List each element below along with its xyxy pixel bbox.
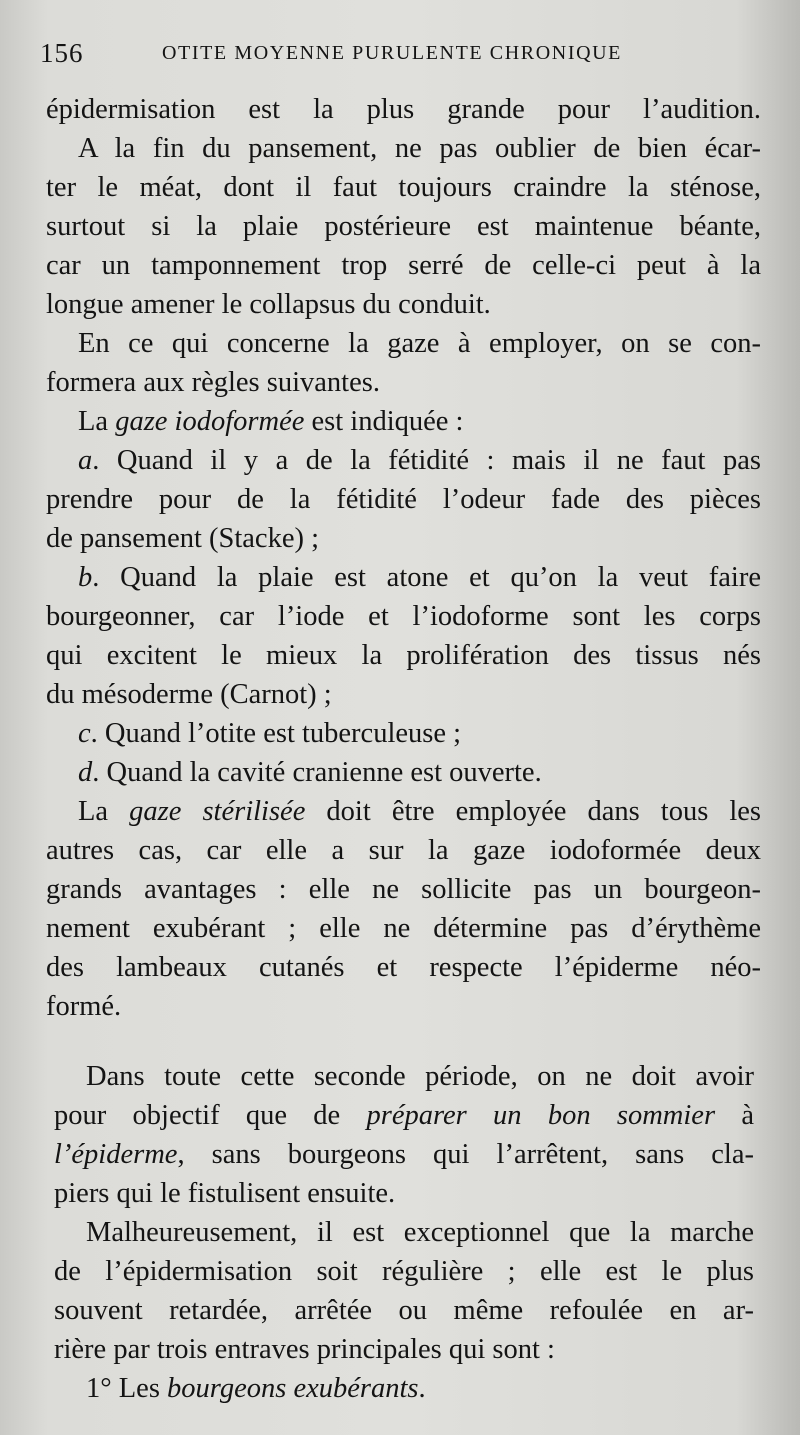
text-line: de pansement (Stacke) ; bbox=[46, 523, 320, 554]
text-line: autres cas, car elle a sur la gaze iodoformée deux bbox=[46, 835, 761, 866]
page-header bbox=[40, 38, 760, 72]
text-run: . Quand l’otite est tuberculeuse ; bbox=[90, 718, 462, 749]
text-run: . bbox=[418, 1373, 426, 1404]
text-run: est indiquée : bbox=[304, 406, 464, 437]
running-title: OTITE MOYENNE PURULENTE CHRONIQUE bbox=[162, 42, 622, 64]
text-line bbox=[78, 753, 761, 793]
text-run: . Quand la plaie est atone et qu’on la veut faire bbox=[92, 562, 761, 593]
list-marker: b bbox=[78, 562, 93, 593]
text-line: du mésoderme (Carnot) ; bbox=[46, 679, 332, 710]
text-run: . Quand la cavité cranienne est ouverte. bbox=[92, 757, 542, 788]
text-line: souvent retardée, arrêtée ou même refoulée en ar- bbox=[54, 1295, 754, 1326]
page-number: 156 bbox=[40, 38, 84, 68]
text-line: épidermisation est la plus grande pour l’audition. bbox=[46, 94, 761, 125]
text-line: bourgeonner, car l’iode et l’iodoforme sont les corps bbox=[46, 601, 761, 632]
text-line: nement exubérant ; elle ne détermine pas d’érythème bbox=[46, 913, 761, 944]
italic-term: préparer un bon sommier bbox=[366, 1100, 716, 1131]
text-line: des lambeaux cutanés et respecte l’épiderme néo- bbox=[46, 952, 761, 983]
text-run: La bbox=[78, 406, 116, 437]
text-line: surtout si la plaie postérieure est maintenue béante, bbox=[46, 211, 761, 242]
text-line bbox=[86, 1369, 754, 1409]
text-line: Dans toute cette seconde période, on ne doit avoir bbox=[86, 1061, 754, 1092]
text-run: pour objectif que de bbox=[54, 1100, 367, 1131]
text-line bbox=[54, 1135, 754, 1175]
text-line: grands avantages : elle ne sollicite pas un bourgeon- bbox=[46, 874, 761, 905]
text-run: , sans bourgeons qui l’arrêtent, sans cla- bbox=[177, 1139, 754, 1170]
text-line: formé. bbox=[46, 991, 122, 1022]
text-line bbox=[78, 714, 761, 754]
italic-term: gaze stérilisée bbox=[129, 796, 306, 827]
italic-term: bourgeons exubérants bbox=[167, 1373, 419, 1404]
text-line: prendre pour de la fétidité l’odeur fade des pièces bbox=[46, 484, 761, 515]
italic-term: gaze iodoformée bbox=[115, 406, 305, 437]
text-line bbox=[78, 558, 761, 598]
text-line: qui excitent le mieux la prolifération des tissus nés bbox=[46, 640, 761, 671]
text-line bbox=[78, 792, 761, 832]
text-line: car un tamponnement trop serré de celle-ci peut à la bbox=[46, 250, 761, 281]
text-line: longue amener le collapsus du conduit. bbox=[46, 289, 491, 320]
text-line bbox=[78, 441, 761, 481]
italic-term: l’épiderme bbox=[54, 1139, 178, 1170]
list-marker: a bbox=[78, 445, 93, 476]
text-run: La bbox=[78, 796, 130, 827]
text-line: formera aux règles suivantes. bbox=[46, 367, 380, 398]
text-run: 1° Les bbox=[86, 1373, 168, 1404]
list-marker: c bbox=[78, 718, 91, 749]
text-line: A la fin du pansement, ne pas oublier de bien écar- bbox=[78, 133, 761, 164]
text-line: rière par trois entraves principales qui sont : bbox=[54, 1334, 555, 1365]
text-line bbox=[54, 1096, 754, 1136]
text-run: à bbox=[715, 1100, 754, 1131]
text-line: ter le méat, dont il faut toujours craindre la sténose, bbox=[46, 172, 761, 203]
list-marker: d bbox=[78, 757, 93, 788]
text-run: doit être employée dans tous les bbox=[305, 796, 761, 827]
text-line: Malheureusement, il est exceptionnel que la marche bbox=[86, 1217, 754, 1248]
text-line bbox=[78, 402, 761, 442]
text-line: En ce qui concerne la gaze à employer, on se con- bbox=[78, 328, 761, 359]
text-line: de l’épidermisation soit régulière ; elle est le plus bbox=[54, 1256, 754, 1287]
text-run: . Quand il y a de la fétidité : mais il ne faut pas bbox=[92, 445, 761, 476]
text-line: piers qui le fistulisent ensuite. bbox=[54, 1178, 396, 1209]
